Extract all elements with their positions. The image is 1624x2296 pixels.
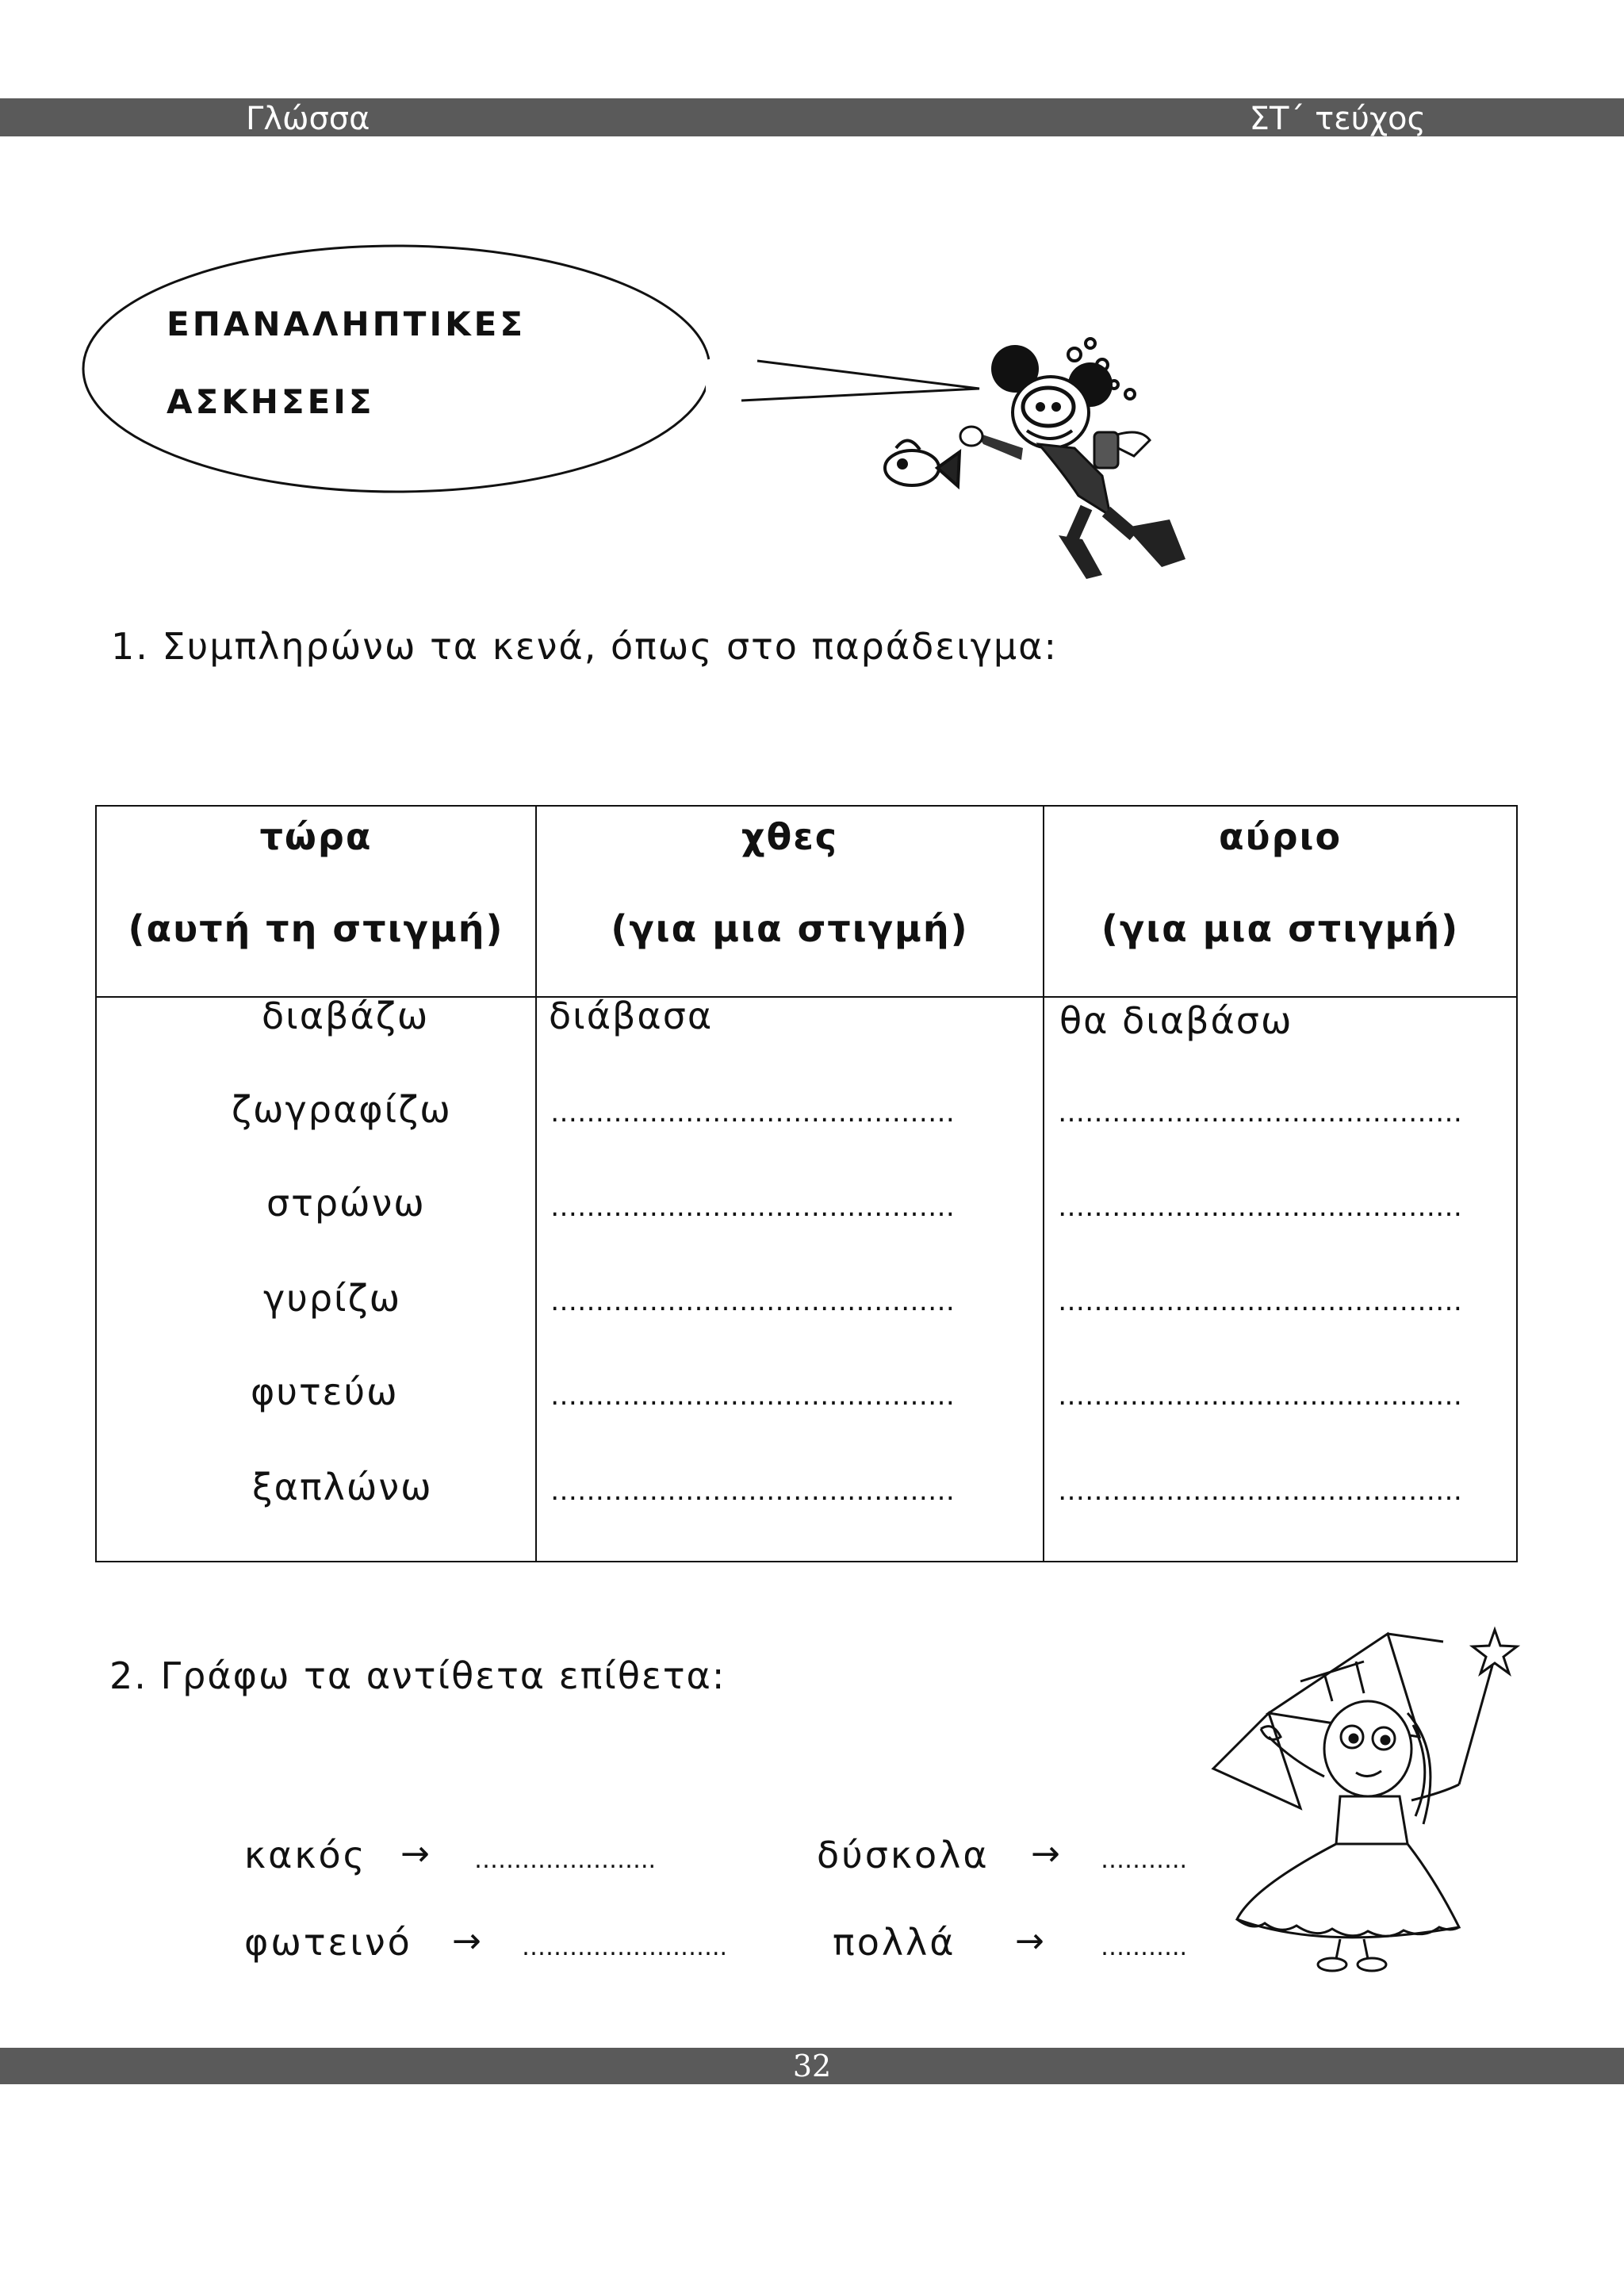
subject-label: Γλώσσα	[246, 101, 370, 137]
page-number: 32	[792, 2049, 832, 2083]
princess-icon	[1205, 1618, 1538, 1975]
column-now-word: τώρα	[259, 815, 373, 858]
row-1-now: διαβάζω	[262, 995, 430, 1037]
row-5-now: φυτεύω	[251, 1370, 399, 1413]
exercise-2-title: 2. Γράφω τα αντίθετα επίθετα:	[109, 1654, 726, 1697]
column-now-note: (αυτή τη στιγμή)	[128, 907, 504, 950]
bubble-line-2: ΑΣΚΗΣΕΙΣ	[167, 382, 375, 421]
row-4-tomorrow-blank[interactable]: ………………………………………	[1058, 1286, 1462, 1317]
column-tomorrow-word: αύριο	[1218, 815, 1342, 858]
row-3-tomorrow-blank[interactable]: ………………………………………	[1058, 1191, 1462, 1223]
row-6-yesterday-blank[interactable]: ………………………………………	[550, 1475, 955, 1507]
antonym-blank-4[interactable]: ………..	[1101, 1934, 1188, 1961]
arrow-2: →	[1031, 1834, 1060, 1874]
antonym-blank-2[interactable]: ………..	[1101, 1846, 1188, 1874]
row-5-yesterday-blank[interactable]: ………………………………………	[550, 1380, 955, 1412]
footer-bar	[0, 2048, 1624, 2084]
column-header-yesterday	[536, 813, 1044, 953]
antonym-word-3: φωτεινό	[244, 1921, 412, 1964]
issue-label: ΣΤ΄ τεύχος	[1249, 101, 1426, 137]
diver-mouse-icon	[864, 337, 1197, 583]
bubble-line-1: ΕΠΑΝΑΛΗΠΤΙΚΕΣ	[167, 305, 527, 343]
column-header-now	[96, 813, 536, 953]
row-1-tomorrow: θα διαβάσω	[1059, 999, 1293, 1042]
row-2-yesterday-blank[interactable]: ………………………………………	[550, 1097, 955, 1129]
arrow-4: →	[1015, 1921, 1044, 1961]
arrow-1: →	[400, 1834, 430, 1874]
column-yesterday-word: χθες	[741, 815, 839, 858]
antonym-word-2: δύσκολα	[817, 1834, 990, 1876]
row-4-now: γυρίζω	[263, 1277, 402, 1320]
row-4-yesterday-blank[interactable]: ………………………………………	[550, 1286, 955, 1317]
row-3-yesterday-blank[interactable]: ………………………………………	[550, 1191, 955, 1223]
antonym-blank-1[interactable]: …………………..	[474, 1846, 657, 1874]
column-yesterday-note: (για μια στιγμή)	[611, 907, 969, 950]
row-2-now: ζωγραφίζω	[232, 1088, 452, 1131]
row-3-now: στρώνω	[266, 1182, 426, 1225]
row-6-now: ξαπλώνω	[252, 1466, 433, 1508]
bubble-title	[167, 286, 526, 441]
exercise-1-title: 1. Συμπληρώνω τα κενά, όπως στο παράδειγμα:	[111, 625, 1058, 668]
antonym-word-4: πολλά	[833, 1921, 956, 1964]
row-2-tomorrow-blank[interactable]: ………………………………………	[1058, 1097, 1462, 1129]
column-header-tomorrow	[1044, 813, 1517, 953]
arrow-3: →	[452, 1921, 481, 1961]
column-tomorrow-note: (για μια στιγμή)	[1101, 907, 1460, 950]
antonym-blank-3[interactable]: ……………………..	[522, 1934, 728, 1961]
row-6-tomorrow-blank[interactable]: ………………………………………	[1058, 1475, 1462, 1507]
row-5-tomorrow-blank[interactable]: ………………………………………	[1058, 1380, 1462, 1412]
antonym-word-1: κακός	[244, 1834, 367, 1876]
header-bar	[0, 98, 1624, 136]
row-1-yesterday: διάβασα	[549, 995, 714, 1037]
